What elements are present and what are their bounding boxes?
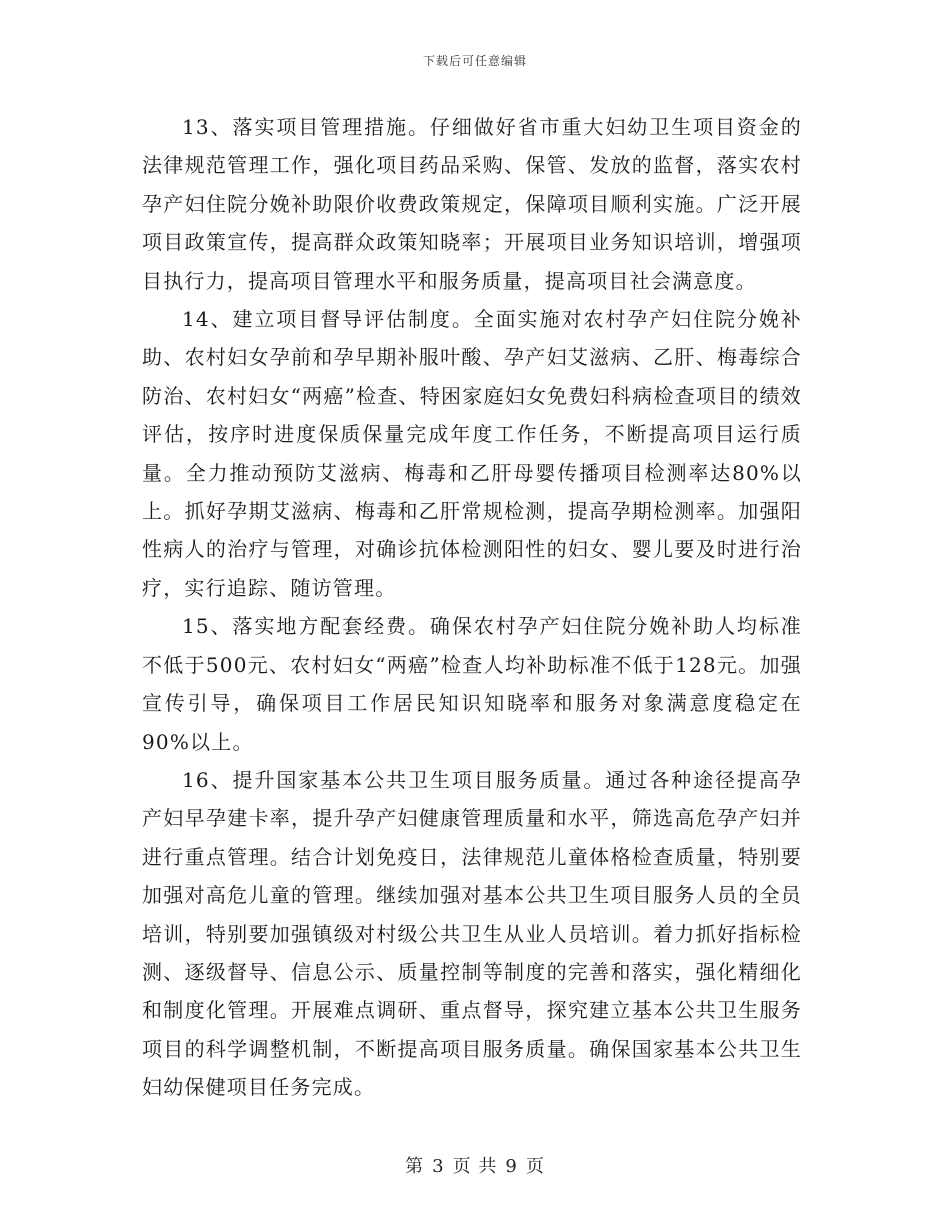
footer-suffix: 页 (525, 1156, 545, 1177)
paragraph-13: 13、落实项目管理措施。仔细做好省市重大妇幼卫生项目资金的法律规范管理工作，强化项目药品采购、保管、发放的监督，落实农村孕产妇住院分娩补助限价收费政策规定，保障项目顺利实施。广泛开展项目政策宣传，提高群众政策知晓率；开展项目业务知识培训，增强项目执行力，提高项目管理水平和服务质量，提高项目社会满意度。 (142, 115, 802, 293)
footer-current-page: 3 (432, 1156, 445, 1177)
paragraph-15: 15、落实地方配套经费。确保农村孕产妇住院分娩补助人均标准不低于500元、农村妇女“两癌”检查人均补助标准不低于128元。加强宣传引导，确保项目工作居民知识知晓率和服务对象满意度稳定在90%以上。 (142, 614, 802, 754)
paragraph-14: 14、建立项目督导评估制度。全面实施对农村孕产妇住院分娩补助、农村妇女孕前和孕早期补服叶酸、孕产妇艾滋病、乙肝、梅毒综合防治、农村妇女“两癌”检查、特困家庭妇女免费妇科病检查项目的绩效评估，按序时进度保质保量完成年度工作任务，不断提高项目运行质量。全力推动预防艾滋病、梅毒和乙肝母婴传播项目检测率达80%以上。抓好孕期艾滋病、梅毒和乙肝常规检测，提高孕期检测率。加强阳性病人的治疗与管理，对确诊抗体检测阳性的妇女、婴儿要及时进行治疗，实行追踪、随访管理。 (142, 307, 802, 600)
footer-total-pages: 9 (505, 1156, 518, 1177)
paragraph-16: 16、提升国家基本公共卫生项目服务质量。通过各种途径提高孕产妇早孕建卡率，提升孕产妇健康管理质量和水平，筛选高危孕产妇并进行重点管理。结合计划免疫日，法律规范儿童体格检查质量，特别要加强对高危儿童的管理。继续加强对基本公共卫生项目服务人员的全员培训，特别要加强镇级对村级公共卫生从业人员培训。着力抓好指标检测、逐级督导、信息公示、质量控制等制度的完善和落实，强化精细化和制度化管理。开展难点调研、重点督导，探究建立基本公共卫生服务项目的科学调整机制，不断提高项目服务质量。确保国家基本公共卫生妇幼保健项目任务完成。 (142, 767, 802, 1100)
page-header-note: 下载后可任意编辑 (422, 54, 527, 68)
page-footer (0, 1152, 950, 1178)
footer-prefix: 第 (405, 1156, 425, 1177)
footer-mid: 页 共 (452, 1156, 498, 1177)
document-body (142, 108, 802, 1107)
